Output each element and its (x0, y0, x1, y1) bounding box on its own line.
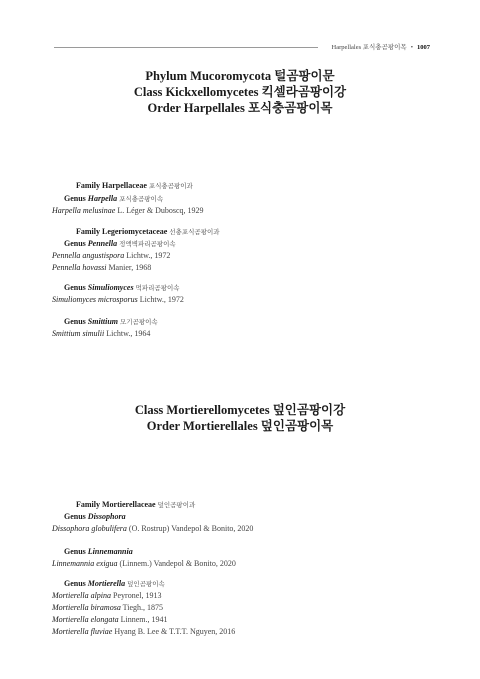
genus-name: Linnemannia (87, 547, 133, 556)
species-entry (52, 262, 151, 273)
species-authority: Lichtw., 1972 (139, 295, 184, 304)
species-entry (52, 328, 150, 339)
genus-korean-name: 먹파리곰팡이속 (135, 284, 180, 292)
species-name: Mortierella biramosa (52, 603, 121, 612)
species-entry (52, 602, 163, 613)
family-heading (76, 180, 193, 192)
species-name: Harpella melusinae (52, 206, 116, 215)
genus-heading (64, 578, 165, 590)
species-name: Simuliomyces microsporus (52, 295, 138, 304)
class-title: Class Kickxellomycetes 킥셀라곰팡이강 (133, 85, 347, 99)
family-korean-name: 포식충곰팡이과 (148, 182, 193, 190)
species-name: Pennella angustispora (52, 251, 125, 260)
class-title: Class Mortierellomycetes 덮인곰팡이강 (134, 403, 346, 417)
genus-heading (64, 282, 180, 294)
species-name: Smittium simulii (52, 329, 105, 338)
species-entry (52, 523, 253, 534)
species-authority: L. Léger & Duboscq, 1929 (117, 206, 204, 215)
phylum-title: Phylum Mucoromycota 털곰팡이문 (145, 69, 335, 83)
species-name: Pennella hovassi (52, 263, 107, 272)
species-entry (52, 294, 184, 305)
family-name: Family Legeriomycetaceae (76, 227, 168, 236)
genus-heading (64, 316, 158, 328)
species-authority: Tiegh., 1875 (122, 603, 164, 612)
species-name: Dissophora globulifera (52, 524, 127, 533)
species-authority: Lichtw., 1964 (106, 329, 151, 338)
genus-name: Simuliomyces (87, 283, 134, 292)
header-bullet: • (410, 44, 413, 51)
running-title-group (332, 42, 430, 51)
family-name: Family Harpellaceae (76, 181, 147, 190)
section2-titles (0, 402, 480, 434)
species-authority: Lichtw., 1972 (126, 251, 171, 260)
species-entry (52, 250, 170, 261)
genus-name: Pennella (87, 239, 118, 248)
species-authority: Peyronel, 1913 (113, 591, 162, 600)
genus-heading (64, 193, 163, 205)
running-header (54, 42, 430, 54)
genus-heading (64, 511, 126, 522)
genus-name: Mortierella (87, 579, 126, 588)
genus-korean-name: 포식충곰팡이속 (119, 195, 164, 203)
species-authority: Manier, 1968 (108, 263, 152, 272)
species-authority: Linnem., 1941 (120, 615, 168, 624)
genus-label: Genus (64, 194, 86, 203)
genus-label: Genus (64, 547, 86, 556)
order-title: Order Harpellales 포식충곰팡이목 (147, 101, 333, 115)
genus-name: Smittium (87, 317, 119, 326)
order-title: Order Mortierellales 덮인곰팡이목 (146, 419, 334, 433)
genus-label: Genus (64, 579, 86, 588)
species-name: Mortierella fluviae (52, 627, 113, 636)
species-authority: Hyang B. Lee & T.T.T. Nguyen, 2016 (114, 627, 236, 636)
genus-label: Genus (64, 317, 86, 326)
family-korean-name: 선충포식곰팡이과 (169, 228, 220, 236)
genus-name: Dissophora (87, 512, 126, 521)
family-heading (76, 499, 195, 511)
species-entry (52, 205, 204, 216)
species-authority: (O. Rostrup) Vandepol & Bonito, 2020 (128, 524, 254, 533)
genus-korean-name: 정액벽파리곰팡이속 (119, 240, 176, 248)
species-name: Mortierella elongata (52, 615, 119, 624)
genus-label: Genus (64, 512, 86, 521)
genus-korean-name: 모기곰팡이속 (120, 318, 158, 326)
species-entry (52, 558, 236, 569)
running-title: Harpellales 포식충곰팡이목 (331, 44, 407, 51)
page-number: 1007 (417, 44, 430, 51)
genus-label: Genus (64, 239, 86, 248)
species-name: Mortierella alpina (52, 591, 112, 600)
genus-name: Harpella (87, 194, 118, 203)
family-korean-name: 덮인곰팡이과 (157, 501, 196, 509)
genus-label: Genus (64, 283, 86, 292)
section1-titles (0, 68, 480, 116)
family-heading (76, 226, 220, 238)
species-entry (52, 590, 161, 601)
genus-heading (64, 546, 133, 557)
genus-korean-name: 덮인곰팡이속 (127, 580, 165, 588)
genus-heading (64, 238, 176, 250)
species-authority: (Linnem.) Vandepol & Bonito, 2020 (119, 559, 236, 568)
family-name: Family Mortierellaceae (76, 500, 156, 509)
species-entry (52, 626, 235, 637)
species-name: Linnemannia exigua (52, 559, 118, 568)
species-entry (52, 614, 167, 625)
header-rule (54, 47, 318, 48)
